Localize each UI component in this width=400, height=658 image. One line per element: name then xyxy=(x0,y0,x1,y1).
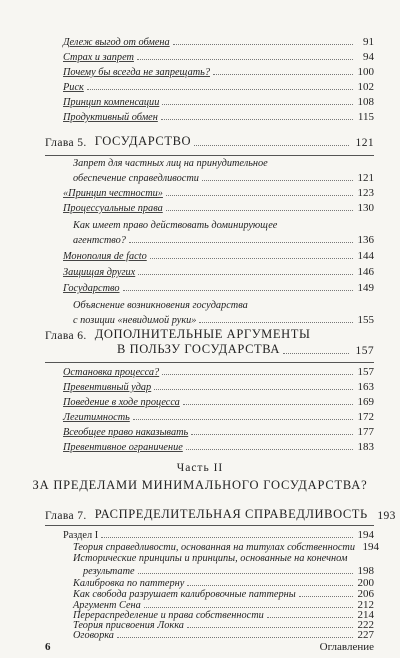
toc-chapter-6-line2[interactable] xyxy=(45,342,374,357)
toc-entry-title: Риск xyxy=(63,82,84,93)
toc-entry-title: агентство? xyxy=(73,235,126,246)
toc-entry-page: 183 xyxy=(357,441,374,453)
toc-entry[interactable] xyxy=(73,541,380,553)
toc-entry[interactable] xyxy=(63,426,374,438)
chapter-page: 157 xyxy=(355,345,374,357)
toc-entry-page: 149 xyxy=(357,282,374,294)
section-page: 194 xyxy=(357,529,374,541)
page-number: 6 xyxy=(45,641,51,653)
chapter-page: 193 xyxy=(377,510,396,522)
toc-entry-page: 214 xyxy=(357,609,374,621)
toc-entry[interactable] xyxy=(63,250,374,262)
toc-entry-title: Как свобода разрушает калибровочные паттерны xyxy=(73,589,296,600)
toc-entry-title: Всеобщее право наказывать xyxy=(63,427,189,438)
toc-entry[interactable] xyxy=(63,36,374,48)
toc-entry[interactable] xyxy=(63,381,374,393)
leader-dots xyxy=(144,606,353,608)
toc-entry-page: 91 xyxy=(363,36,374,48)
toc-entry-page: 222 xyxy=(357,619,374,631)
leader-dots xyxy=(202,179,353,181)
chapter-rule xyxy=(45,155,374,156)
toc-entry-page: 130 xyxy=(357,202,374,214)
leader-dots xyxy=(166,194,353,196)
section-title: Раздел I xyxy=(63,530,99,541)
leader-dots xyxy=(161,118,353,120)
toc-entry-title: Калибровка по паттерну xyxy=(73,578,185,589)
leader-dots xyxy=(183,403,353,405)
leader-dots xyxy=(138,572,353,574)
toc-entry-page: 102 xyxy=(357,81,374,93)
chapter-title: ГОСУДАРСТВО xyxy=(94,134,192,148)
toc-entry[interactable] xyxy=(73,234,374,246)
toc-entry-page: 100 xyxy=(357,66,374,78)
leader-dots xyxy=(299,595,353,597)
toc-entry-page: 115 xyxy=(357,111,374,123)
leader-dots xyxy=(123,289,353,291)
leader-dots xyxy=(162,373,353,375)
toc-entry-title: Страх и запрет xyxy=(63,52,134,63)
toc-entry-page: 198 xyxy=(357,565,374,577)
toc-entry-page: 157 xyxy=(357,366,374,378)
leader-dots xyxy=(187,626,353,628)
leader-dots xyxy=(186,448,353,450)
toc-entry[interactable] xyxy=(63,81,374,93)
toc-entry-title: Принцип компенсации xyxy=(63,97,160,108)
toc-entry[interactable] xyxy=(63,266,374,278)
toc-entry[interactable] xyxy=(63,111,374,123)
toc-entry-page: 94 xyxy=(363,51,374,63)
leader-dots xyxy=(162,103,353,105)
toc-entry-page: 121 xyxy=(357,172,374,184)
part-title: ЗА ПРЕДЕЛАМИ МИНИМАЛЬНОГО ГОСУДАРСТВА? xyxy=(32,478,368,492)
toc-entry-page: 108 xyxy=(357,96,374,108)
toc-chapter-7[interactable] xyxy=(45,507,396,522)
toc-entry-title: Монополия de facto xyxy=(63,251,147,262)
toc-entry-title: Поведение в ходе процесса xyxy=(63,397,180,408)
leader-dots xyxy=(133,418,353,420)
toc-entry-page: 177 xyxy=(357,426,374,438)
leader-dots xyxy=(129,241,353,243)
toc-entry-page: 200 xyxy=(357,577,374,589)
part-label: Часть II xyxy=(176,462,224,474)
chapter-title-line2: В ПОЛЬЗУ ГОСУДАРСТВА xyxy=(117,342,281,356)
toc-entry[interactable] xyxy=(63,282,374,294)
toc-entry-page: 206 xyxy=(357,588,374,600)
toc-entry[interactable] xyxy=(73,629,374,641)
toc-entry[interactable] xyxy=(73,172,374,184)
leader-dots xyxy=(138,273,353,275)
leader-dots xyxy=(173,43,353,45)
toc-entry-title: Защищая других xyxy=(63,267,136,278)
toc-entry-title: Аргумент Сена xyxy=(73,600,141,611)
toc-entry-title: Легитимность xyxy=(63,412,130,423)
chapter-title: РАСПРЕДЕЛИТЕЛЬНАЯ СПРАВЕДЛИВОСТЬ xyxy=(94,507,368,521)
toc-entry-page: 227 xyxy=(357,629,374,641)
toc-section[interactable] xyxy=(63,529,374,541)
toc-entry[interactable] xyxy=(63,96,374,108)
chapter-rule xyxy=(45,362,374,363)
toc-entry-page: 146 xyxy=(357,266,374,278)
toc-entry-page: 136 xyxy=(357,234,374,246)
leader-dots xyxy=(117,636,353,638)
toc-entry[interactable] xyxy=(63,441,374,453)
toc-entry[interactable] xyxy=(63,366,374,378)
toc-entry-title: Остановка процесса? xyxy=(63,367,160,378)
leader-dots xyxy=(101,536,353,538)
toc-entry[interactable] xyxy=(63,396,374,408)
leader-dots xyxy=(199,321,353,323)
leader-dots xyxy=(194,144,349,146)
toc-entry-title: Почему бы всегда не запрещать? xyxy=(63,67,211,78)
chapter-page: 121 xyxy=(355,137,374,149)
toc-entry-line1: Запрет для частных лиц на принудительное xyxy=(73,158,268,169)
toc-entry-page: 172 xyxy=(357,411,374,423)
toc-entry-title: Государство xyxy=(63,283,120,294)
leader-dots xyxy=(283,352,349,354)
toc-entry[interactable] xyxy=(63,51,374,63)
leader-dots xyxy=(166,209,353,211)
leader-dots xyxy=(87,88,353,90)
leader-dots xyxy=(154,388,353,390)
leader-dots xyxy=(213,73,353,75)
toc-entry-title: Превентивное ограничение xyxy=(63,442,183,453)
chapter-label: Глава 5. xyxy=(45,137,87,149)
toc-entry-page: 163 xyxy=(357,381,374,393)
chapter-title-line1: ДОПОЛНИТЕЛЬНЫЕ АРГУМЕНТЫ xyxy=(94,327,311,341)
toc-chapter-6[interactable] xyxy=(45,327,374,342)
leader-dots xyxy=(187,584,353,586)
toc-entry-title: обеспечение справедливости xyxy=(73,173,199,184)
leader-dots xyxy=(267,616,353,618)
leader-dots xyxy=(137,58,353,60)
toc-entry[interactable] xyxy=(83,565,374,577)
toc-entry-title: Процессуальные права xyxy=(63,203,163,214)
toc-entry[interactable] xyxy=(63,187,374,199)
toc-entry-page: 123 xyxy=(357,187,374,199)
toc-entry-line1: Как имеет право действовать доминирующее xyxy=(73,220,278,231)
toc-entry-title: Теория присвоения Локка xyxy=(73,620,184,631)
toc-entry-page: 155 xyxy=(357,314,374,326)
toc-chapter-5[interactable] xyxy=(45,134,374,149)
chapter-label: Глава 7. xyxy=(45,510,87,522)
toc-entry-title: с позиции «невидимой руки» xyxy=(73,315,197,326)
toc-entry-title: Перераспределение и права собственности xyxy=(73,610,264,621)
leader-dots xyxy=(150,257,353,259)
toc-entry-title: Оговорка xyxy=(73,630,114,641)
leader-dots xyxy=(191,433,353,435)
toc-entry[interactable] xyxy=(63,202,374,214)
toc-entry-page: 144 xyxy=(357,250,374,262)
toc-entry-title: Продуктивный обмен xyxy=(63,112,158,123)
toc-entry-page: 212 xyxy=(357,599,374,611)
toc-entry[interactable] xyxy=(63,411,374,423)
chapter-rule xyxy=(45,525,374,526)
toc-entry-title: Превентивный удар xyxy=(63,382,152,393)
chapter-label: Глава 6. xyxy=(45,330,87,342)
toc-entry-line1: Исторические принципы и принципы, основанные на конечном xyxy=(73,553,348,564)
toc-entry[interactable] xyxy=(73,314,374,326)
toc-entry[interactable] xyxy=(63,66,374,78)
toc-entry-title: Теория справедливости, основанная на титулах собственности xyxy=(73,542,356,553)
toc-entry-page: 169 xyxy=(357,396,374,408)
toc-entry-line1: Объяснение возникновения государства xyxy=(73,300,248,311)
toc-entry-title: «Принцип честности» xyxy=(63,188,163,199)
toc-entry-page: 194 xyxy=(362,541,380,553)
toc-entry-title: результате xyxy=(83,566,135,577)
running-title: Оглавление xyxy=(319,641,374,653)
toc-entry-title: Дележ выгод от обмена xyxy=(63,37,170,48)
